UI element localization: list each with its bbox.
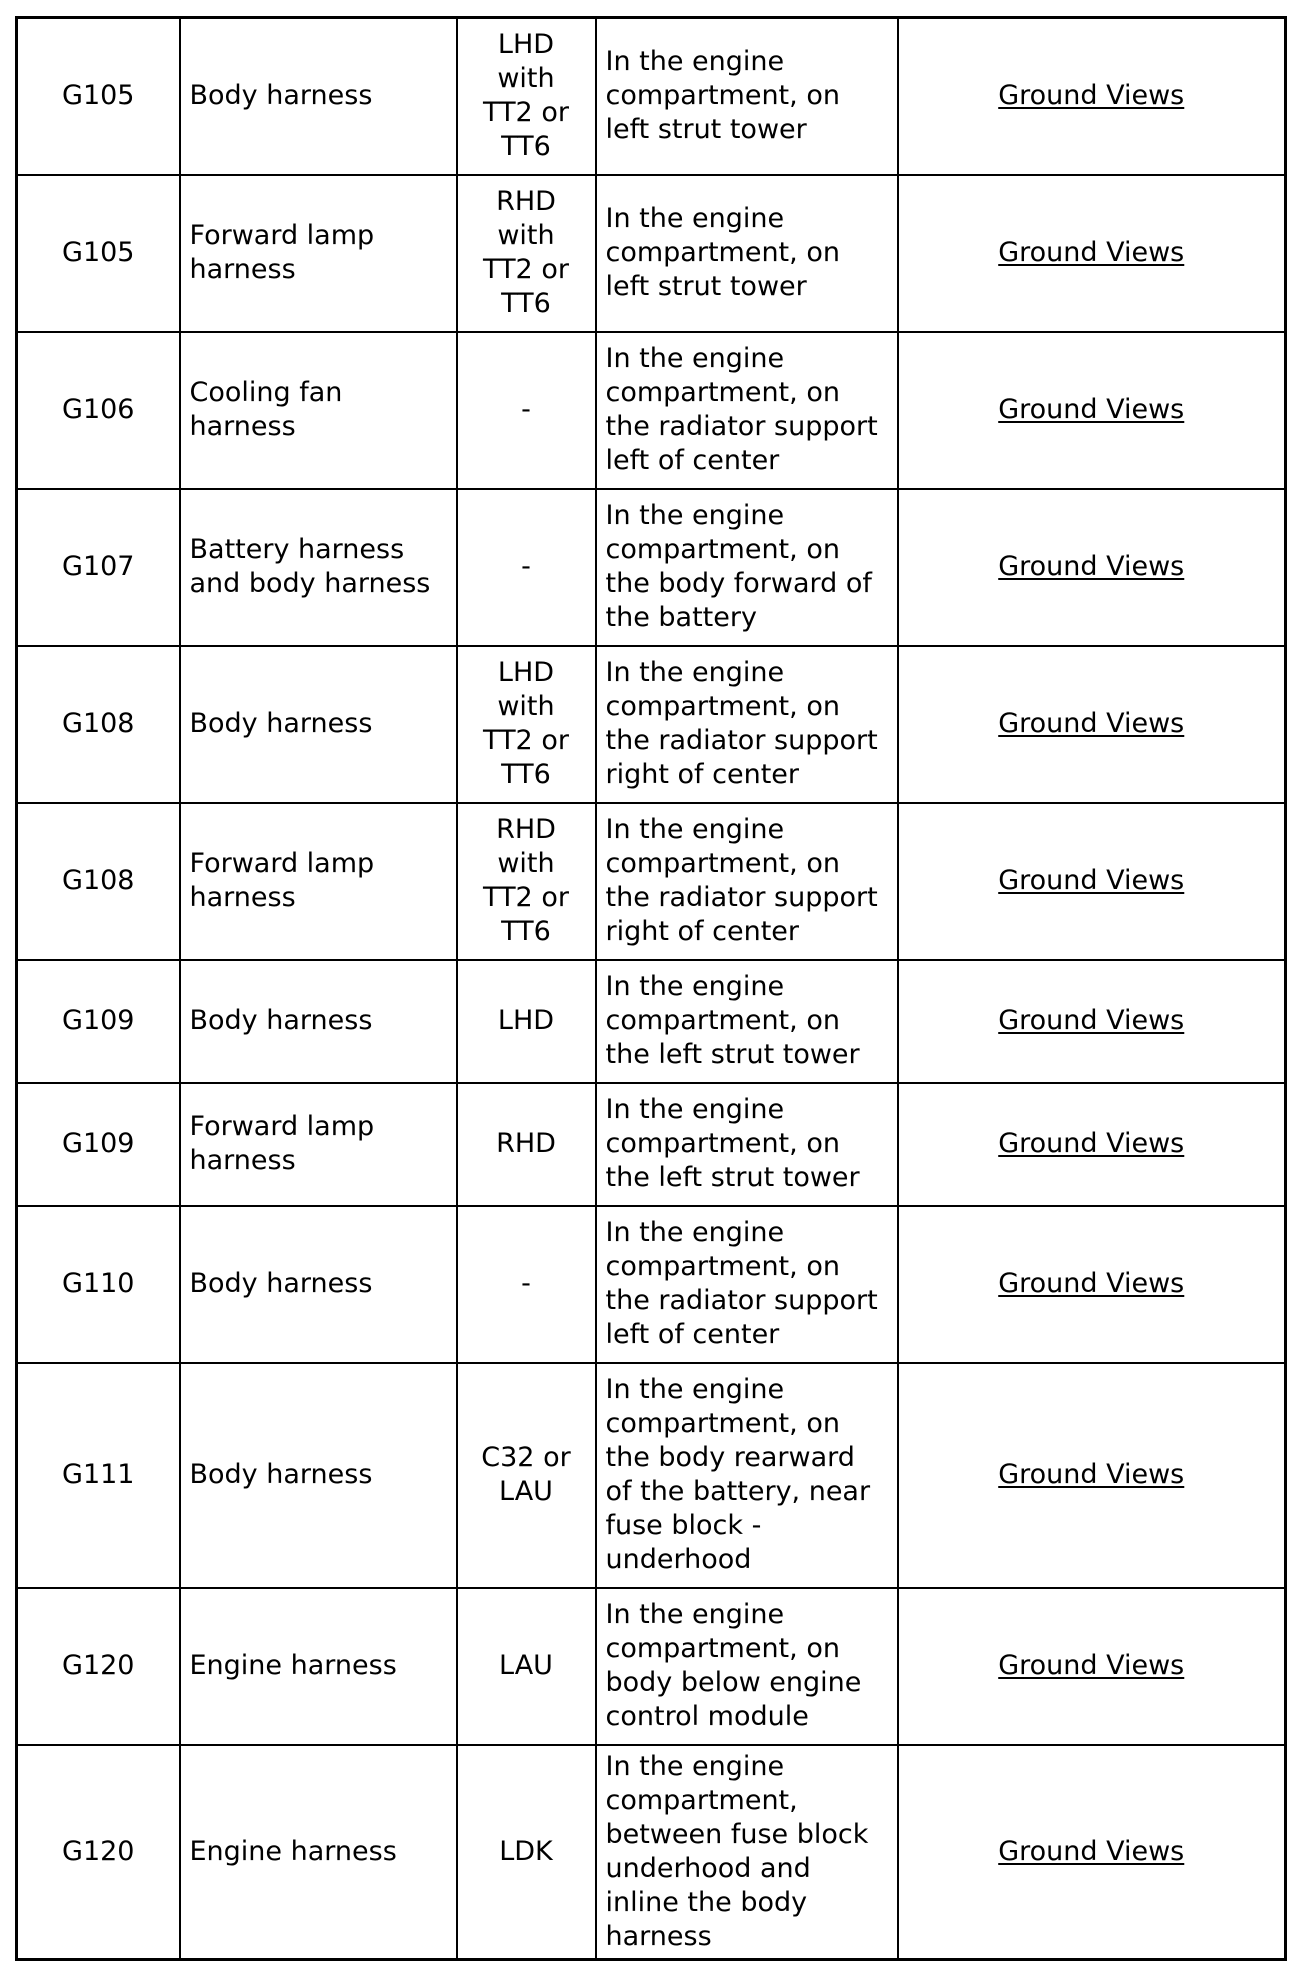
- harness-name: Cooling fan harness: [189, 377, 343, 442]
- ground-id-cell: [17, 332, 180, 489]
- harness-cell: [180, 1745, 457, 1960]
- table-row: [17, 332, 1286, 489]
- views-cell: [898, 646, 1286, 803]
- harness-cell: [180, 175, 457, 332]
- option-cell: [457, 1083, 596, 1206]
- views-cell: [898, 18, 1286, 175]
- harness-cell: [180, 1363, 457, 1588]
- ground-id-cell: [17, 1206, 180, 1363]
- location-cell: [596, 1083, 898, 1206]
- location-description: In the engine compartment, on the body rearward of the battery, near fuse block - underhood: [605, 1374, 871, 1575]
- location-description: In the engine compartment, between fuse block underhood and inline the body harness: [605, 1750, 869, 1952]
- harness-name: Forward lamp harness: [189, 848, 375, 913]
- ground-id-cell: [17, 489, 180, 646]
- option-cell: [457, 332, 596, 489]
- ground-id-cell: [17, 1745, 180, 1960]
- ground-views-link[interactable]: Ground Views: [998, 1005, 1185, 1036]
- location-description: In the engine compartment, on body below engine control module: [605, 1599, 862, 1732]
- ground-views-link[interactable]: Ground Views: [998, 237, 1185, 268]
- ground-id: G120: [62, 1835, 135, 1867]
- ground-locations-table: [15, 16, 1287, 1961]
- ground-views-link[interactable]: Ground Views: [998, 1835, 1185, 1867]
- option-code: -: [521, 551, 531, 582]
- views-cell: [898, 960, 1286, 1083]
- option-cell: [457, 960, 596, 1083]
- ground-views-link[interactable]: Ground Views: [998, 1650, 1185, 1681]
- ground-views-link[interactable]: Ground Views: [998, 1128, 1185, 1159]
- option-cell: [457, 18, 596, 175]
- table-row: [17, 960, 1286, 1083]
- table-row: [17, 1588, 1286, 1745]
- table-row: [17, 803, 1286, 960]
- option-cell: [457, 803, 596, 960]
- option-code: C32 or LAU: [481, 1442, 571, 1507]
- location-cell: [596, 803, 898, 960]
- option-code: -: [521, 1268, 531, 1299]
- location-cell: [596, 646, 898, 803]
- location-cell: [596, 1363, 898, 1588]
- ground-id: G109: [62, 1005, 135, 1036]
- location-description: In the engine compartment, on the radiator support left of center: [605, 1217, 878, 1350]
- ground-id: G108: [62, 708, 135, 739]
- table-row: [17, 18, 1286, 175]
- harness-name: Body harness: [189, 1005, 373, 1036]
- ground-id-cell: [17, 18, 180, 175]
- ground-id: G111: [62, 1459, 135, 1490]
- location-cell: [596, 18, 898, 175]
- ground-views-link[interactable]: Ground Views: [998, 1459, 1185, 1490]
- table-row: [17, 646, 1286, 803]
- location-cell: [596, 332, 898, 489]
- ground-id-cell: [17, 960, 180, 1083]
- harness-name: Body harness: [189, 1459, 373, 1490]
- harness-cell: [180, 960, 457, 1083]
- ground-id-cell: [17, 1363, 180, 1588]
- ground-views-link[interactable]: Ground Views: [998, 551, 1185, 582]
- ground-id: G110: [62, 1268, 135, 1299]
- harness-cell: [180, 1083, 457, 1206]
- option-code: LDK: [499, 1835, 553, 1867]
- location-description: In the engine compartment, on the body forward of the battery: [605, 500, 872, 633]
- location-description: In the engine compartment, on the left strut tower: [605, 971, 860, 1070]
- harness-cell: [180, 1206, 457, 1363]
- location-description: In the engine compartment, on the left strut tower: [605, 1094, 860, 1193]
- location-description: In the engine compartment, on left strut tower: [605, 46, 840, 146]
- option-code: RHD: [496, 1128, 556, 1159]
- option-code: LHD: [497, 1005, 555, 1036]
- option-cell: [457, 1363, 596, 1588]
- harness-cell: [180, 18, 457, 175]
- location-description: In the engine compartment, on the radiator support right of center: [605, 657, 878, 790]
- table-row: [17, 1206, 1286, 1363]
- table-body: [17, 18, 1286, 1960]
- ground-views-link[interactable]: Ground Views: [998, 1268, 1185, 1299]
- harness-cell: [180, 332, 457, 489]
- views-cell: [898, 803, 1286, 960]
- location-cell: [596, 489, 898, 646]
- views-cell: [898, 1363, 1286, 1588]
- views-cell: [898, 1206, 1286, 1363]
- harness-name: Body harness: [189, 80, 373, 112]
- views-cell: [898, 175, 1286, 332]
- ground-views-link[interactable]: Ground Views: [998, 865, 1185, 896]
- harness-name: Forward lamp harness: [189, 220, 375, 285]
- ground-id: G108: [62, 865, 135, 896]
- harness-name: Body harness: [189, 708, 373, 739]
- harness-name: Forward lamp harness: [189, 1111, 375, 1176]
- views-cell: [898, 1083, 1286, 1206]
- harness-name: Engine harness: [189, 1650, 397, 1681]
- harness-name: Body harness: [189, 1268, 373, 1299]
- option-cell: [457, 175, 596, 332]
- table-row: [17, 1083, 1286, 1206]
- ground-id: G105: [62, 237, 135, 268]
- ground-id-cell: [17, 803, 180, 960]
- option-code: RHD with TT2 or TT6: [483, 186, 569, 319]
- ground-id: G106: [62, 394, 135, 425]
- option-code: LHD with TT2 or TT6: [483, 29, 569, 163]
- option-cell: [457, 646, 596, 803]
- table-row: [17, 489, 1286, 646]
- location-description: In the engine compartment, on the radiator support right of center: [605, 814, 878, 947]
- ground-id: G109: [62, 1128, 135, 1159]
- ground-views-link[interactable]: Ground Views: [998, 708, 1185, 739]
- views-cell: [898, 489, 1286, 646]
- location-cell: [596, 1745, 898, 1960]
- table-row: [17, 1363, 1286, 1588]
- table-row: [17, 1745, 1286, 1960]
- location-cell: [596, 1206, 898, 1363]
- option-code: -: [521, 394, 531, 425]
- harness-cell: [180, 803, 457, 960]
- option-code: LAU: [499, 1650, 553, 1681]
- harness-name: Battery harness and body harness: [189, 534, 431, 599]
- harness-name: Engine harness: [189, 1835, 397, 1867]
- ground-id-cell: [17, 175, 180, 332]
- option-cell: [457, 1588, 596, 1745]
- option-code: RHD with TT2 or TT6: [483, 814, 569, 947]
- ground-views-link[interactable]: Ground Views: [998, 80, 1185, 112]
- option-code: LHD with TT2 or TT6: [483, 657, 569, 790]
- ground-id: G105: [62, 80, 135, 112]
- location-description: In the engine compartment, on the radiator support left of center: [605, 343, 878, 476]
- harness-cell: [180, 1588, 457, 1745]
- ground-id: G120: [62, 1650, 135, 1681]
- option-cell: [457, 1745, 596, 1960]
- location-cell: [596, 1588, 898, 1745]
- ground-id: G107: [62, 551, 135, 582]
- location-cell: [596, 175, 898, 332]
- views-cell: [898, 1588, 1286, 1745]
- ground-id-cell: [17, 1588, 180, 1745]
- harness-cell: [180, 489, 457, 646]
- location-description: In the engine compartment, on left strut tower: [605, 203, 840, 302]
- ground-id-cell: [17, 646, 180, 803]
- option-cell: [457, 1206, 596, 1363]
- views-cell: [898, 332, 1286, 489]
- views-cell: [898, 1745, 1286, 1960]
- location-cell: [596, 960, 898, 1083]
- ground-views-link[interactable]: Ground Views: [998, 394, 1185, 425]
- option-cell: [457, 489, 596, 646]
- table-row: [17, 175, 1286, 332]
- harness-cell: [180, 646, 457, 803]
- ground-id-cell: [17, 1083, 180, 1206]
